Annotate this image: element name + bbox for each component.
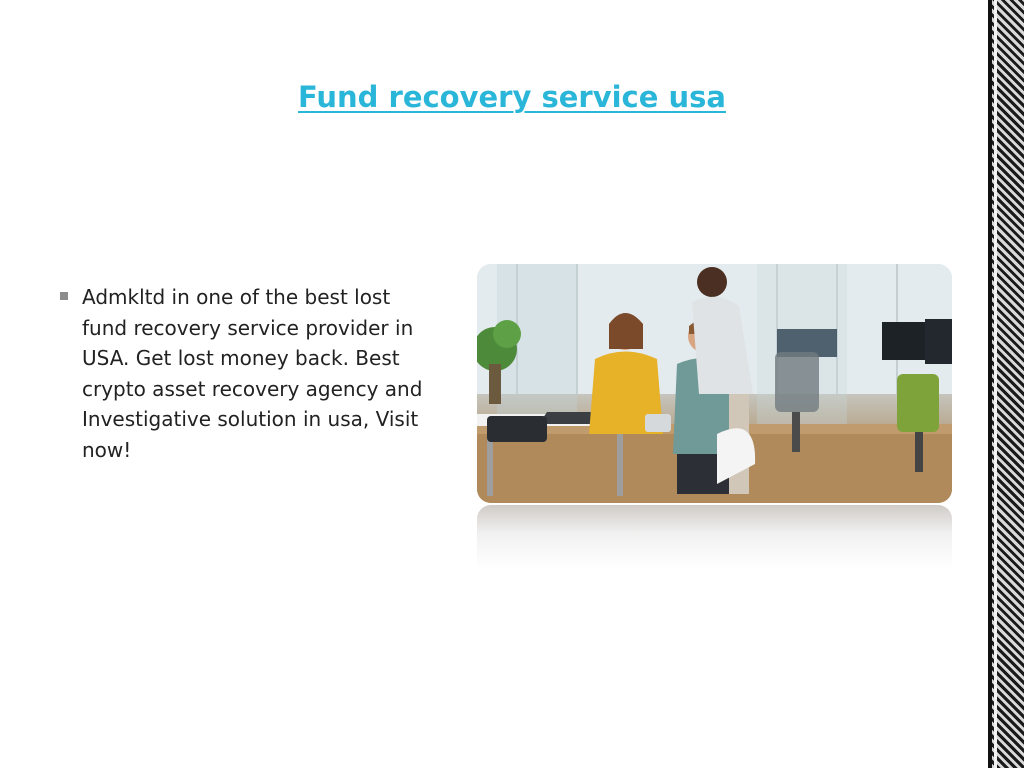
photo-reflection	[477, 505, 952, 569]
bullet-square-icon	[60, 292, 68, 300]
bullet-text: Admkltd in one of the best lost fund recovery service provider in USA. Get lost money back. Best crypto asset recovery agency and Investigative solution in usa, Visit now!	[82, 285, 423, 462]
decorative-side-border	[988, 0, 1024, 768]
office-team-photo	[477, 264, 952, 503]
bullet-list	[60, 282, 440, 465]
office-photo-illustration	[477, 264, 952, 503]
slide-title[interactable]: Fund recovery service usa	[298, 80, 726, 114]
